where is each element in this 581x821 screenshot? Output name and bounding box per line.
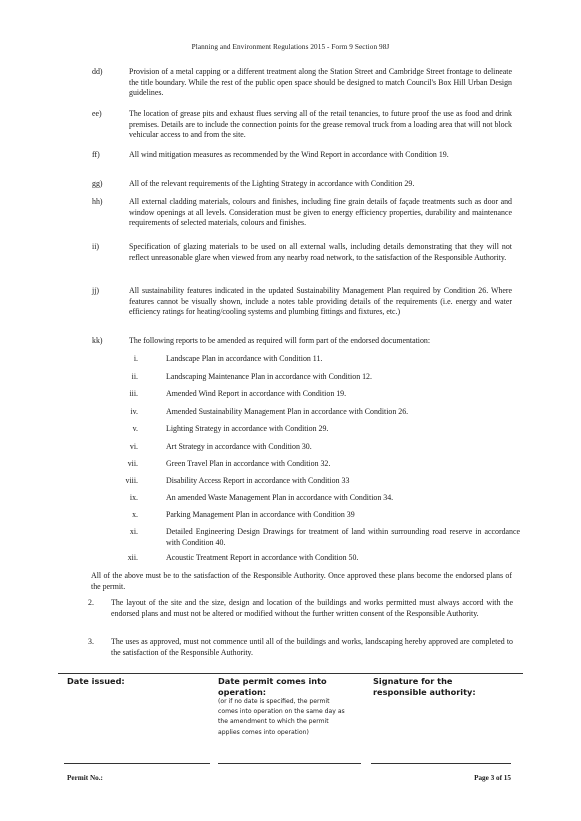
- condition-item-dd: [92, 67, 512, 99]
- condition-text-3: The uses as approved, must not commence until all of the buildings and works, landscaping hereby approved are completed to the satisfaction of the Responsible Authority.: [111, 637, 513, 657]
- report-label: v.: [132, 424, 138, 433]
- report-label: i.: [133, 354, 138, 363]
- item-label: kk): [92, 336, 103, 345]
- report-text: Green Travel Plan in accordance with Condition 32.: [166, 459, 331, 468]
- item-label: hh): [92, 197, 103, 206]
- report-label: viii.: [125, 476, 138, 485]
- item-label: gg): [92, 179, 103, 188]
- condition-number-2: 2.: [88, 598, 94, 607]
- item-text: The location of grease pits and exhaust flues serving all of the retail tenancies, to future proof the use as food and drink premises. Details are to include the connection points for the grease removal truck from a loading area that will not block vehicular access to and from the site.: [129, 109, 512, 140]
- signature-label: Signature for the responsible authority:: [373, 676, 476, 697]
- permit-number-label: Permit No.:: [67, 774, 103, 782]
- permit-operation-line: [218, 763, 361, 764]
- page-number: Page 3 of 15: [474, 774, 511, 782]
- closing-paragraph: All of the above must be to the satisfaction of the Responsible Authority. Once approved these plans become the endorsed plans of the permit.: [91, 571, 512, 591]
- report-label: ix.: [129, 493, 138, 502]
- report-text: Landscape Plan in accordance with Condition 11.: [166, 354, 323, 363]
- report-text: Disability Access Report in accordance with Condition 33: [166, 476, 350, 485]
- report-text: Detailed Engineering Design Drawings for treatment of land within surrounding road reserve in accordance with Condition 40.: [166, 527, 520, 547]
- report-text: Lighting Strategy in accordance with Condition 29.: [166, 424, 329, 433]
- item-text: The following reports to be amended as required will form part of the endorsed documentation:: [129, 336, 431, 345]
- report-label: iv.: [130, 407, 138, 416]
- report-label: xi.: [129, 527, 138, 536]
- report-label: x.: [132, 510, 138, 519]
- condition-item-jj: [92, 286, 512, 329]
- signature-line: [371, 763, 511, 764]
- report-text: An amended Waste Management Plan in accordance with Condition 34.: [166, 493, 394, 502]
- report-label: iii.: [129, 389, 138, 398]
- item-text: All sustainability features indicated in the updated Sustainability Management Plan required by Condition 26. Where features cannot be visually shown, include a notes table providing details of the requirements (i.e. energy and water efficiency ratings for heating/cooling systems and plumbing fittings and fixtures, etc.): [129, 286, 512, 317]
- item-label: dd): [92, 67, 103, 76]
- item-label: ee): [92, 109, 102, 118]
- item-label: ii): [92, 242, 100, 251]
- signature-block-top-rule: [58, 673, 523, 674]
- date-issued-line: [64, 763, 210, 764]
- page-header: Planning and Environment Regulations 2015 - Form 9 Section 98J: [191, 43, 390, 51]
- date-issued-label: Date issued:: [67, 676, 125, 686]
- item-label: ff): [92, 150, 100, 159]
- permit-operation-label: Date permit comes into operation:: [218, 676, 327, 697]
- condition-number-3: 3.: [88, 637, 94, 646]
- item-text: All of the relevant requirements of the Lighting Strategy in accordance with Condition 29.: [129, 179, 415, 188]
- report-label: xii.: [127, 553, 138, 562]
- condition-item-ii: [92, 242, 512, 274]
- report-label: ii.: [131, 372, 138, 381]
- condition-item-gg: [92, 179, 512, 190]
- report-text: Parking Management Plan in accordance with Condition 39: [166, 510, 355, 519]
- report-text: Art Strategy in accordance with Condition 30.: [166, 442, 312, 451]
- condition-item-hh: [92, 197, 512, 240]
- report-text: Amended Sustainability Management Plan in accordance with Condition 26.: [166, 407, 409, 416]
- item-text: All wind mitigation measures as recommended by the Wind Report in accordance with Condition 19.: [129, 150, 449, 159]
- report-text: Amended Wind Report in accordance with Condition 19.: [166, 389, 347, 398]
- item-text: Provision of a metal capping or a different treatment along the Station Street and Cambridge Street frontage to delineate the title boundary. While the rest of the public open space should be designed to match Council's Box Hill Urban Design guidelines.: [129, 67, 512, 98]
- report-text: Acoustic Treatment Report in accordance with Condition 50.: [166, 553, 359, 562]
- report-label: vi.: [129, 442, 138, 451]
- condition-item-kk: [92, 336, 512, 347]
- item-text: Specification of glazing materials to be used on all external walls, including details demonstrating that they will not reflect unreasonable glare when viewed from any nearby road network, to the satisfaction of the Responsible Authority.: [129, 242, 512, 262]
- item-label: jj): [92, 286, 100, 295]
- permit-operation-note: (or if no date is specified, the permit comes into operation on the same day as the amendment to which the permit applies comes into operation): [218, 698, 345, 736]
- condition-item-ee: [92, 109, 512, 141]
- condition-text-2: The layout of the site and the size, design and location of the buildings and works permitted must always accord with the endorsed plans and must not be altered or modified without the further written consent of the Responsible Authority.: [111, 598, 513, 618]
- report-text: Landscaping Maintenance Plan in accordance with Condition 12.: [166, 372, 372, 381]
- condition-item-ff: [92, 150, 512, 172]
- item-text: All external cladding materials, colours and finishes, including fine grain details of façade treatments such as door and window openings at all levels. Consideration must be given to energy efficiency properties, durability and maintenance requirements of selected materials, colours and finishes.: [129, 197, 512, 228]
- report-label: vii.: [127, 459, 138, 468]
